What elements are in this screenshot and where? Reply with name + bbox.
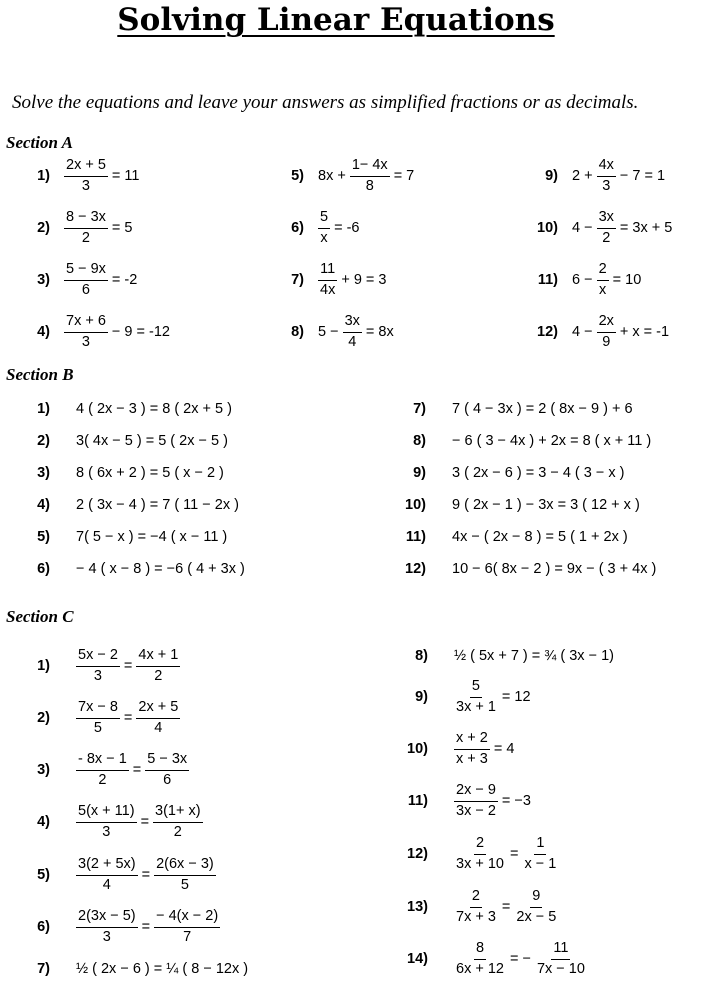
fraction bbox=[64, 262, 108, 299]
numerator: 5 bbox=[470, 679, 482, 698]
problem-a-9 bbox=[512, 156, 667, 196]
equation-term: 4x − ( 2x − 8 ) = 5 ( 1 + 2x ) bbox=[452, 528, 628, 545]
problem-number: 13) bbox=[407, 899, 428, 915]
equation bbox=[74, 648, 182, 685]
numerator: 9 bbox=[530, 889, 542, 908]
section-a-title: Section A bbox=[6, 133, 73, 152]
equation-term: + x = -1 bbox=[619, 323, 670, 340]
equation bbox=[450, 530, 630, 545]
problem-number: 6) bbox=[37, 919, 50, 935]
instructions: Solve the equations and leave your answers as simplified fractions or as decimals. bbox=[12, 92, 639, 113]
equation-term: 8x + bbox=[318, 167, 346, 184]
numerator: 5x − 2 bbox=[76, 648, 120, 667]
problem-number: 11) bbox=[405, 529, 426, 545]
denominator: 6 bbox=[163, 771, 172, 788]
fraction bbox=[76, 700, 120, 737]
problem-number: 10) bbox=[537, 220, 558, 236]
numerator: 8 bbox=[474, 941, 486, 960]
problem-c-8 bbox=[380, 636, 616, 676]
equation-term: 5 − bbox=[318, 323, 339, 340]
problem-number: 9) bbox=[415, 689, 428, 705]
equation-term: 9 ( 2x − 1 ) − 3x = 3 ( 12 + x ) bbox=[452, 496, 640, 513]
fraction bbox=[597, 262, 609, 299]
problem-number: 2) bbox=[37, 433, 50, 449]
fraction bbox=[454, 941, 506, 978]
equation bbox=[316, 314, 396, 351]
equation-term: = -2 bbox=[111, 271, 138, 288]
equation-term: = 8x bbox=[365, 323, 394, 340]
denominator: 3 bbox=[102, 928, 111, 945]
numerator: 11 bbox=[318, 262, 337, 281]
equation bbox=[74, 804, 205, 841]
fraction bbox=[597, 158, 616, 195]
equation bbox=[74, 700, 182, 737]
fraction bbox=[535, 941, 587, 978]
fraction bbox=[76, 648, 120, 685]
problem-number: 11) bbox=[407, 793, 428, 809]
problem-a-4 bbox=[6, 312, 172, 352]
equation bbox=[452, 783, 533, 820]
fraction bbox=[76, 909, 138, 946]
equation-term: = bbox=[123, 657, 133, 674]
problem-number: 4) bbox=[37, 497, 50, 513]
numerator: 5 bbox=[318, 210, 330, 229]
problem-c-6 bbox=[6, 907, 222, 947]
fraction bbox=[454, 679, 498, 716]
problem-number: 6) bbox=[37, 561, 50, 577]
equation-term: 10 − 6( 8x − 2 ) = 9x − ( 3 + 4x ) bbox=[452, 560, 657, 577]
equation-term: = bbox=[509, 845, 519, 862]
problem-number: 2) bbox=[37, 220, 50, 236]
problem-c-5 bbox=[6, 855, 218, 895]
denominator: x bbox=[598, 281, 607, 298]
equation bbox=[74, 530, 229, 545]
fraction bbox=[514, 889, 558, 926]
problem-a-10 bbox=[512, 208, 674, 248]
numerator: 2(6x − 3) bbox=[154, 857, 216, 876]
denominator: 3 bbox=[602, 177, 611, 194]
equation-term: − 7 = 1 bbox=[619, 167, 666, 184]
equation bbox=[450, 466, 626, 481]
equation-term: 8 ( 6x + 2 ) = 5 ( x − 2 ) bbox=[76, 464, 224, 481]
numerator: 7x + 6 bbox=[64, 314, 108, 333]
numerator: 4x + 1 bbox=[136, 648, 180, 667]
equation bbox=[74, 466, 226, 481]
fraction bbox=[597, 314, 616, 351]
fraction bbox=[522, 836, 558, 873]
problem-c-14 bbox=[380, 939, 589, 979]
problem-number: 12) bbox=[405, 561, 426, 577]
problem-number: 14) bbox=[407, 951, 428, 967]
numerator: x + 2 bbox=[454, 731, 490, 750]
numerator: 1 bbox=[534, 836, 546, 855]
numerator: 3x bbox=[343, 314, 362, 333]
equation-term: = bbox=[141, 918, 151, 935]
problem-number: 8) bbox=[415, 648, 428, 664]
equation bbox=[74, 752, 191, 789]
equation bbox=[74, 909, 222, 946]
equation-term: = bbox=[140, 813, 150, 830]
problem-number: 2) bbox=[37, 710, 50, 726]
numerator: - 8x − 1 bbox=[76, 752, 129, 771]
equation bbox=[316, 158, 416, 195]
denominator: 5 bbox=[93, 719, 102, 736]
equation-term: 6 − bbox=[572, 271, 593, 288]
equation-term: = − bbox=[509, 950, 531, 967]
fraction bbox=[154, 909, 220, 946]
equation bbox=[450, 402, 635, 417]
section-c-title: Section C bbox=[6, 607, 74, 626]
denominator: x bbox=[320, 229, 328, 246]
equation-term: = bbox=[132, 761, 142, 778]
equation bbox=[62, 262, 139, 299]
problem-number: 7) bbox=[413, 401, 426, 417]
equation-term: = bbox=[123, 709, 133, 726]
problem-number: 1) bbox=[37, 168, 50, 184]
equation-term: 7 ( 4 − 3x ) = 2 ( 8x − 9 ) + 6 bbox=[452, 400, 633, 417]
equation-term: ½ ( 5x + 7 ) = ¾ ( 3x − 1) bbox=[454, 647, 614, 664]
denominator: 3 bbox=[102, 823, 111, 840]
denominator: 3x + 10 bbox=[456, 855, 504, 872]
problem-c-11 bbox=[380, 781, 533, 821]
equation bbox=[452, 649, 616, 664]
fraction bbox=[64, 210, 108, 247]
problem-number: 1) bbox=[37, 658, 50, 674]
problem-c-1 bbox=[6, 646, 182, 686]
problem-number: 12) bbox=[407, 846, 428, 862]
equation bbox=[62, 314, 172, 351]
fraction bbox=[318, 210, 330, 247]
fraction bbox=[136, 700, 180, 737]
problem-number: 7) bbox=[291, 272, 304, 288]
numerator: 2x + 5 bbox=[64, 158, 108, 177]
denominator: 5 bbox=[180, 876, 189, 893]
problem-number: 6) bbox=[291, 220, 304, 236]
denominator: 6x + 12 bbox=[456, 960, 504, 977]
problem-a-2 bbox=[6, 208, 134, 248]
problem-number: 10) bbox=[407, 741, 428, 757]
equation-term: 3 ( 2x − 6 ) = 3 − 4 ( 3 − x ) bbox=[452, 464, 625, 481]
problem-c-2 bbox=[6, 698, 182, 738]
fraction bbox=[76, 857, 138, 894]
problem-c-9 bbox=[380, 677, 533, 717]
fraction bbox=[318, 262, 337, 299]
equation bbox=[452, 836, 560, 873]
problem-c-13 bbox=[380, 887, 560, 927]
denominator: 8 bbox=[365, 177, 374, 194]
denominator: 2x − 5 bbox=[516, 908, 557, 925]
problem-c-4 bbox=[6, 802, 205, 842]
equation bbox=[74, 402, 234, 417]
equation-term: = 3x + 5 bbox=[619, 219, 673, 236]
denominator: 2 bbox=[154, 667, 163, 684]
denominator: 9 bbox=[602, 333, 611, 350]
equation bbox=[450, 562, 658, 577]
equation-term: − 9 = -12 bbox=[111, 323, 170, 340]
problem-c-10 bbox=[380, 729, 516, 769]
denominator: 3x − 2 bbox=[456, 802, 496, 819]
equation-term: + 9 = 3 bbox=[341, 271, 387, 288]
denominator: 7x + 3 bbox=[456, 908, 496, 925]
fraction bbox=[350, 158, 390, 195]
numerator: 5(x + 11) bbox=[76, 804, 137, 823]
problem-number: 4) bbox=[37, 814, 50, 830]
equation bbox=[570, 262, 643, 299]
problem-number: 12) bbox=[537, 324, 558, 340]
numerator: 11 bbox=[551, 941, 570, 960]
equation bbox=[450, 434, 653, 449]
denominator: 4 bbox=[348, 333, 357, 350]
problem-a-11 bbox=[512, 260, 643, 300]
equation bbox=[570, 158, 667, 195]
problem-a-12 bbox=[512, 312, 671, 352]
numerator: 8 − 3x bbox=[64, 210, 108, 229]
equation-term: = −3 bbox=[501, 792, 531, 809]
problem-a-1 bbox=[6, 156, 141, 196]
equation bbox=[74, 498, 241, 513]
section-b-title: Section B bbox=[6, 365, 74, 384]
numerator: 7x − 8 bbox=[76, 700, 120, 719]
fraction bbox=[454, 889, 498, 926]
equation-term: ½ ( 2x − 6 ) = ¼ ( 8 − 12x ) bbox=[76, 960, 249, 977]
equation bbox=[316, 210, 361, 247]
equation-term: − 6 ( 3 − 4x ) + 2x = 8 ( x + 11 ) bbox=[452, 432, 652, 449]
problem-b-12 bbox=[380, 549, 658, 589]
problem-number: 9) bbox=[545, 168, 558, 184]
denominator: 7 bbox=[183, 928, 192, 945]
equation-term: = 10 bbox=[612, 271, 642, 288]
problem-number: 5) bbox=[37, 867, 50, 883]
numerator: 2 bbox=[470, 889, 482, 908]
problem-c-7 bbox=[6, 949, 250, 989]
equation bbox=[570, 210, 674, 247]
numerator: − 4(x − 2) bbox=[154, 909, 220, 928]
equation-term: = 5 bbox=[111, 219, 133, 236]
problem-number: 9) bbox=[413, 465, 426, 481]
denominator: 2 bbox=[173, 823, 182, 840]
numerator: 2(3x − 5) bbox=[76, 909, 138, 928]
problem-c-12 bbox=[380, 834, 560, 874]
numerator: 5 − 3x bbox=[145, 752, 189, 771]
problem-number: 7) bbox=[37, 961, 50, 977]
fraction bbox=[454, 836, 506, 873]
denominator: 7x − 10 bbox=[536, 960, 585, 977]
problem-a-7 bbox=[260, 260, 388, 300]
fraction bbox=[64, 158, 108, 195]
equation-term: 4 − bbox=[572, 323, 593, 340]
numerator: 2x + 5 bbox=[136, 700, 180, 719]
denominator: 2 bbox=[81, 229, 90, 246]
denominator: 4 bbox=[154, 719, 163, 736]
problem-a-8 bbox=[260, 312, 396, 352]
denominator: 3 bbox=[81, 333, 90, 350]
equation bbox=[570, 314, 671, 351]
denominator: x + 3 bbox=[456, 750, 488, 767]
fraction bbox=[76, 752, 129, 789]
equation-term: = 4 bbox=[493, 740, 515, 757]
denominator: 6 bbox=[81, 281, 90, 298]
numerator: 1− 4x bbox=[350, 158, 390, 177]
fraction bbox=[343, 314, 362, 351]
numerator: 3(2 + 5x) bbox=[76, 857, 138, 876]
equation-term: = bbox=[141, 866, 151, 883]
problem-number: 3) bbox=[37, 762, 50, 778]
equation bbox=[62, 210, 134, 247]
equation bbox=[452, 679, 533, 716]
equation bbox=[452, 731, 516, 768]
problem-a-5 bbox=[260, 156, 416, 196]
fraction bbox=[145, 752, 189, 789]
problem-number: 1) bbox=[37, 401, 50, 417]
denominator: 3 bbox=[93, 667, 102, 684]
denominator: 3x + 1 bbox=[456, 698, 496, 715]
equation bbox=[74, 962, 250, 977]
equation-term: 4 − bbox=[572, 219, 593, 236]
equation-term: − 4 ( x − 8 ) = −6 ( 4 + 3x ) bbox=[76, 560, 245, 577]
equation bbox=[452, 941, 589, 978]
denominator: 4 bbox=[102, 876, 111, 893]
fraction bbox=[454, 731, 490, 768]
numerator: 2 bbox=[474, 836, 486, 855]
numerator: 5 − 9x bbox=[64, 262, 108, 281]
equation-term: 3( 4x − 5 ) = 5 ( 2x − 5 ) bbox=[76, 432, 228, 449]
fraction bbox=[153, 804, 203, 841]
equation bbox=[74, 434, 230, 449]
equation-term: 4 ( 2x − 3 ) = 8 ( 2x + 5 ) bbox=[76, 400, 232, 417]
problem-b-6 bbox=[6, 549, 247, 589]
fraction bbox=[76, 804, 137, 841]
problem-a-3 bbox=[6, 260, 139, 300]
problem-number: 8) bbox=[413, 433, 426, 449]
equation bbox=[62, 158, 141, 195]
problem-a-6 bbox=[260, 208, 361, 248]
numerator: 2 bbox=[597, 262, 609, 281]
problem-number: 3) bbox=[37, 272, 50, 288]
equation-term: = -6 bbox=[334, 219, 360, 236]
fraction bbox=[454, 783, 498, 820]
equation-term: = 7 bbox=[393, 167, 415, 184]
problem-number: 11) bbox=[537, 272, 558, 288]
numerator: 2x bbox=[597, 314, 616, 333]
equation-term: 2 + bbox=[572, 167, 593, 184]
problem-number: 4) bbox=[37, 324, 50, 340]
numerator: 2x − 9 bbox=[454, 783, 498, 802]
fraction bbox=[136, 648, 180, 685]
equation-term: = bbox=[501, 898, 511, 915]
problem-number: 3) bbox=[37, 465, 50, 481]
equation-term: = 11 bbox=[111, 167, 140, 184]
problem-number: 5) bbox=[291, 168, 304, 184]
equation bbox=[316, 262, 388, 299]
denominator: 2 bbox=[602, 229, 611, 246]
numerator: 4x bbox=[597, 158, 616, 177]
fraction bbox=[597, 210, 616, 247]
equation-term: 2 ( 3x − 4 ) = 7 ( 11 − 2x ) bbox=[76, 496, 239, 513]
problem-number: 10) bbox=[405, 497, 426, 513]
equation-term: = 12 bbox=[501, 688, 531, 705]
page-title: Solving Linear Equations bbox=[117, 2, 555, 38]
equation bbox=[452, 889, 560, 926]
fraction bbox=[154, 857, 216, 894]
equation-term: 7( 5 − x ) = −4 ( x − 11 ) bbox=[76, 528, 228, 545]
equation bbox=[74, 562, 247, 577]
problem-number: 8) bbox=[291, 324, 304, 340]
numerator: 3x bbox=[597, 210, 616, 229]
numerator: 3(1+ x) bbox=[153, 804, 203, 823]
problem-number: 5) bbox=[37, 529, 50, 545]
problem-c-3 bbox=[6, 750, 191, 790]
denominator: 2 bbox=[98, 771, 107, 788]
denominator: 4x bbox=[320, 281, 336, 298]
denominator: 3 bbox=[81, 177, 90, 194]
equation bbox=[450, 498, 642, 513]
denominator: x − 1 bbox=[524, 855, 557, 872]
equation bbox=[74, 857, 218, 894]
fraction bbox=[64, 314, 108, 351]
